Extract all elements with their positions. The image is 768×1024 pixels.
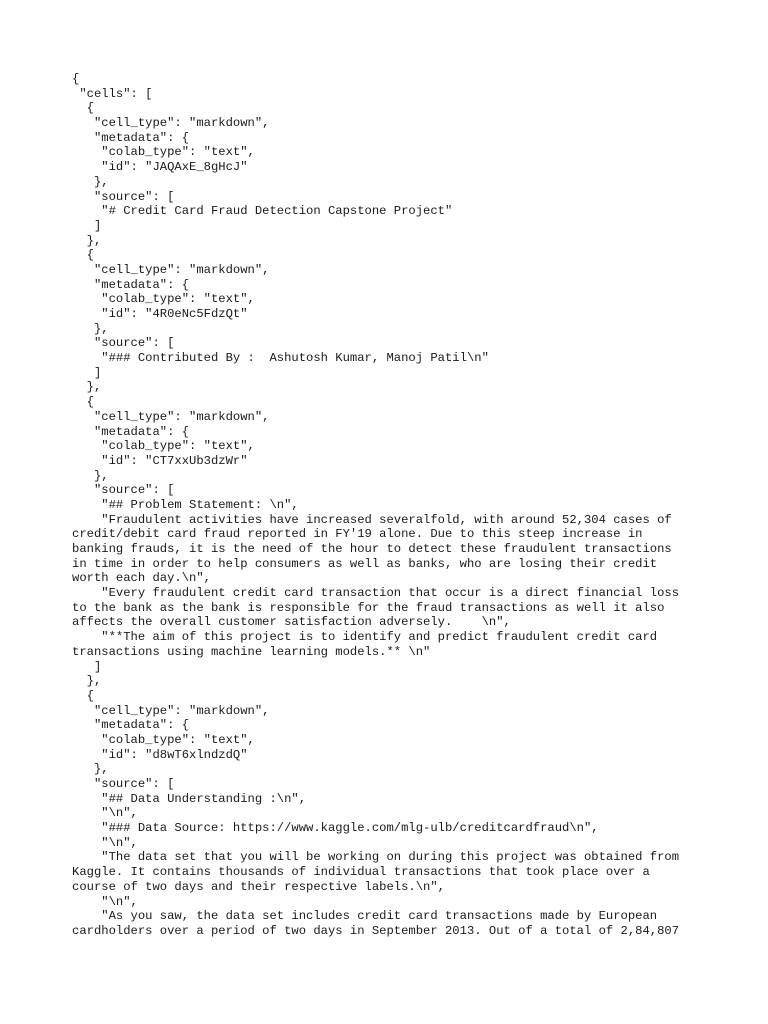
text-line: { [72, 101, 94, 116]
text-line: banking frauds, it is the need of the hour to detect these fraudulent transactions [72, 542, 672, 556]
text-line: "colab_type": "text", [72, 292, 255, 307]
text-line: }, [72, 468, 109, 483]
text-line: "source": [ [72, 189, 175, 204]
text-line: Kaggle. It contains thousands of individual transactions that took place over a [72, 865, 650, 880]
text-line: "metadata": { [72, 130, 190, 145]
text-line: affects the overall customer satisfaction adversely. \n", [72, 615, 511, 630]
text-line: ] [72, 659, 102, 674]
text-line: worth each day.\n", [72, 571, 211, 586]
text-line: "\n", [72, 806, 138, 821]
text-line: }, [72, 674, 102, 689]
text-line: "source": [ [72, 483, 175, 498]
text-line: "cell_type": "markdown", [72, 262, 270, 277]
text-line: { [72, 72, 80, 86]
text-line: "cells": [ [72, 86, 153, 101]
text-line: "metadata": { [72, 277, 190, 292]
text-line: "id": "CT7xxUb3dzWr" [72, 453, 248, 468]
text-line: }, [72, 321, 109, 336]
text-line: "id": "d8wT6xlndzdQ" [72, 747, 248, 762]
text-line: ] [72, 218, 102, 233]
text-line: "cell_type": "markdown", [72, 703, 270, 718]
text-line: "\n", [72, 835, 138, 850]
text-line: cardholders over a period of two days in September 2013. Out of a total of 2,84,807 [72, 923, 680, 938]
text-line: transactions using machine learning models.** \n" [72, 644, 431, 659]
text-line: credit/debit card fraud reported in FY'19 alone. Due to this steep increase in [72, 527, 643, 542]
text-line: "source": [ [72, 777, 175, 791]
text-line: }, [72, 174, 109, 189]
text-line: in time in order to help consumers as well as banks, who are losing their credit [72, 556, 658, 571]
text-line: { [72, 248, 94, 263]
text-line: "The data set that you will be working on during this project was obtained from [72, 850, 680, 865]
text-line: "## Problem Statement: \n", [72, 497, 299, 512]
notebook-json-text [72, 72, 712, 939]
text-line: "colab_type": "text", [72, 145, 255, 160]
text-line: "### Contributed By : Ashutosh Kumar, Manoj Patil\n" [72, 351, 489, 366]
text-line: "colab_type": "text", [72, 439, 255, 454]
text-line: ] [72, 365, 102, 380]
text-line: "# Credit Card Fraud Detection Capstone Project" [72, 204, 453, 219]
text-line: "cell_type": "markdown", [72, 409, 270, 424]
text-line: "## Data Understanding :\n", [72, 791, 307, 806]
text-line: "cell_type": "markdown", [72, 116, 270, 131]
text-line: "id": "JAQAxE_8gHcJ" [72, 160, 248, 175]
text-line: "metadata": { [72, 424, 190, 439]
text-line: "metadata": { [72, 718, 190, 733]
text-line: "Fraudulent activities have increased severalfold, with around 52,304 cases of [72, 512, 672, 527]
text-line: "source": [ [72, 336, 175, 351]
text-line: course of two days and their respective labels.\n", [72, 879, 445, 894]
text-line: { [72, 395, 94, 410]
text-line: "colab_type": "text", [72, 732, 255, 747]
text-line: to the bank as the bank is responsible for the fraud transactions as well it also [72, 600, 665, 615]
text-line: }, [72, 380, 102, 395]
text-line: "**The aim of this project is to identify and predict fraudulent credit card [72, 630, 658, 645]
text-line: "Every fraudulent credit card transaction that occur is a direct financial loss [72, 586, 680, 601]
text-line: "\n", [72, 894, 138, 909]
text-line: { [72, 688, 94, 703]
text-line: "### Data Source: https://www.kaggle.com/mlg-ulb/creditcardfraud\n", [72, 821, 599, 836]
text-line: }, [72, 762, 109, 777]
text-line: "id": "4R0eNc5FdzQt" [72, 307, 248, 321]
text-line: "As you saw, the data set includes credit card transactions made by European [72, 909, 658, 924]
text-line: }, [72, 233, 102, 248]
